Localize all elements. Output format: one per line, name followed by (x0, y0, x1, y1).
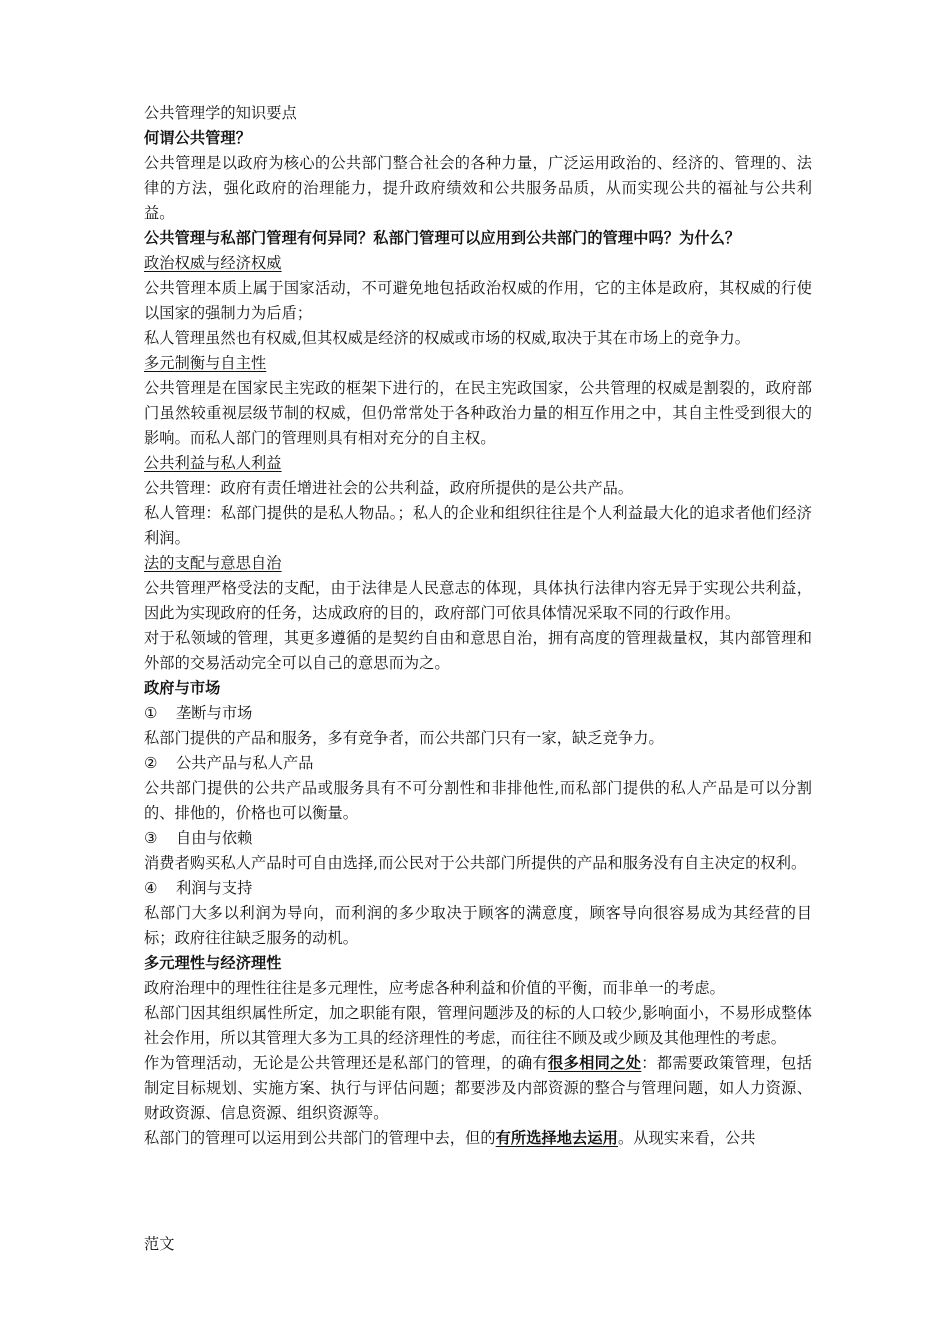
section-rationality-title: 多元理性与经济理性 (144, 954, 282, 972)
section-political-authority-title: 政治权威与经济权威 (144, 254, 282, 272)
conclusion-application-emphasis: 有所选择地去运用 (495, 1129, 618, 1147)
list-item-title: 自由与依赖 (176, 829, 253, 847)
conclusion-similarities (144, 1051, 812, 1126)
section-rationality-p2: 私部门因其组织属性所定，加之职能有限，管理问题涉及的标的人口较少,影响面小，不易形成整体社会作用，所以其管理大多为工具的经济理性的考虑，而往往不顾及或少顾及其他理性的考虑。 (144, 1004, 812, 1047)
section-law-autonomy-p1: 公共管理严格受法的支配，由于法律是人民意志的体现，具体执行法律内容无异于实现公共利益，因此为实现政府的任务，达成政府的目的，政府部门可依具体情况采取不同的行政作用。 (144, 579, 812, 622)
conclusion-similarities-emphasis: 很多相同之处 (548, 1054, 642, 1072)
list-item-number: ③ (144, 829, 158, 847)
list-item-body: 私部门大多以利润为导向，而利润的多少取决于顾客的满意度，顾客导向很容易成为其经营的目标；政府往往缺乏服务的动机。 (144, 904, 812, 947)
list-item (144, 701, 812, 726)
list-item-title: 利润与支持 (176, 879, 253, 897)
section-public-private-interest-p1: 公共管理：政府有责任增进社会的公共利益，政府所提供的是公共产品。 (144, 479, 634, 497)
section-checks-autonomy-title: 多元制衡与自主性 (144, 354, 267, 372)
document-title: 公共管理学的知识要点 (144, 104, 297, 122)
section-government-market-title: 政府与市场 (144, 679, 221, 697)
conclusion-application-after: 。从现实来看，公共 (617, 1129, 756, 1147)
section-political-authority-p1: 公共管理本质上属于国家活动，不可避免地包括政治权威的作用，它的主体是政府，其权威的行使以国家的强制力为后盾； (144, 279, 812, 322)
list-item (144, 826, 812, 851)
list-item (144, 751, 812, 776)
section-law-autonomy-p2: 对于私领域的管理，其更多遵循的是契约自由和意思自治，拥有高度的管理裁量权，其内部管理和外部的交易活动完全可以自己的意思而为之。 (144, 629, 812, 672)
list-item-body: 公共部门提供的公共产品或服务具有不可分割性和非排他性,而私部门提供的私人产品是可以分割的、排他的，价格也可以衡量。 (144, 779, 812, 822)
list-item-number: ② (144, 754, 158, 772)
section-political-authority-p2: 私人管理虽然也有权威,但其权威是经济的权威或市场的权威,取决于其在市场上的竞争力。 (144, 329, 751, 347)
conclusion-similarities-after: ：都需要政策管理，包括制定目标规划、实施方案、执行与评估问题；都要涉及内部资源的整合与管理问题，如人力资源、财政资源、信息资源、组织资源等。 (144, 1054, 812, 1122)
section-checks-autonomy-p1: 公共管理是在国家民主宪政的框架下进行的，在民主宪政国家，公共管理的权威是割裂的，政府部门虽然较重视层级节制的权威，但仍常常处于各种政治力量的相互作用之中，其自主性受到很大的影响。而私人部门的管理则具有相对充分的自主权。 (144, 379, 812, 447)
q1-heading: 何谓公共管理？ (144, 129, 252, 147)
q1-paragraph: 公共管理是以政府为核心的公共部门整合社会的各种力量，广泛运用政治的、经济的、管理的、法律的方法，强化政府的治理能力，提升政府绩效和公共服务品质，从而实现公共的福祉与公共利益。 (144, 154, 812, 222)
section-law-autonomy-title: 法的支配与意思自治 (144, 554, 282, 572)
list-item-number: ① (144, 704, 158, 722)
conclusion-similarities-before: 作为管理活动，无论是公共管理还是私部门的管理，的确有 (144, 1054, 549, 1072)
section-rationality-p1: 政府治理中的理性往往是多元理性，应考虑各种利益和价值的平衡，而非单一的考虑。 (144, 979, 725, 997)
list-item (144, 876, 812, 901)
list-item-body: 消费者购买私人产品时可自由选择,而公民对于公共部门所提供的产品和服务没有自主决定的权利。 (144, 854, 807, 872)
conclusion-application-before: 私部门的管理可以运用到公共部门的管理中去，但的 (144, 1129, 496, 1147)
page-footer: 范文 (144, 1235, 175, 1253)
list-item-number: ④ (144, 879, 158, 897)
q2-heading: 公共管理与私部门管理有何异同？私部门管理可以应用到公共部门的管理中吗？为什么？ (144, 229, 741, 247)
list-item-body: 私部门提供的产品和服务，多有竞争者，而公共部门只有一家，缺乏竞争力。 (144, 729, 664, 747)
list-item-title: 公共产品与私人产品 (176, 754, 314, 772)
section-public-private-interest-title: 公共利益与私人利益 (144, 454, 282, 472)
document-body (144, 101, 812, 1151)
conclusion-application (144, 1126, 812, 1151)
section-public-private-interest-p2: 私人管理：私部门提供的是私人物品。；私人的企业和组织往往是个人利益最大化的追求者他们经济利润。 (144, 504, 812, 547)
list-item-title: 垄断与市场 (176, 704, 253, 722)
